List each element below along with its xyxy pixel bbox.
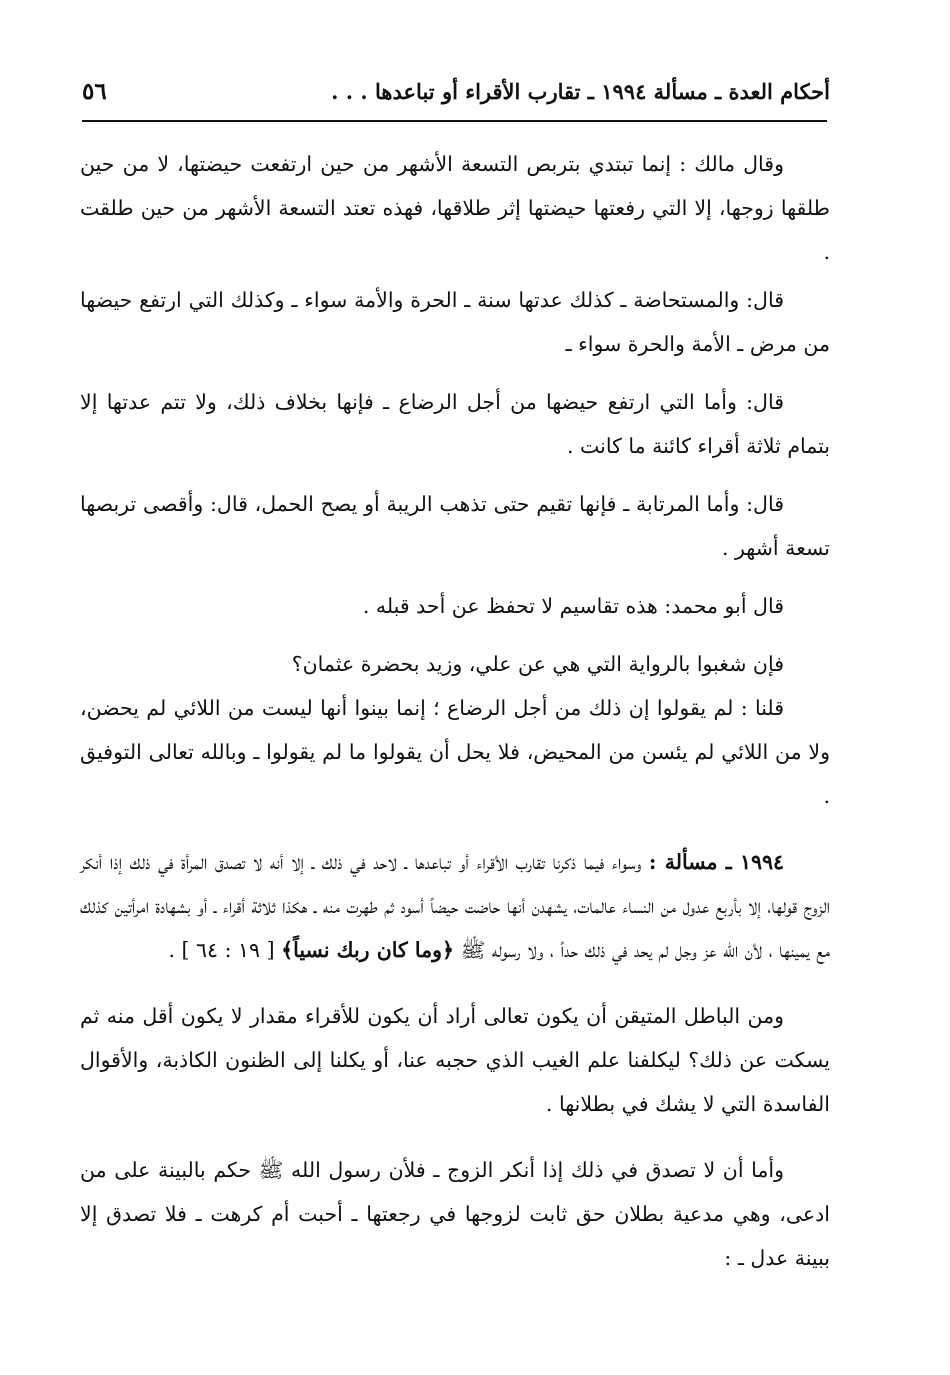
quran-quote: ﴿وما كان ربك نسياً﴾ [281,938,455,962]
masala-text: وسواء فيما ذكرنا تقارب الأقراء أو تباعدها ـ لاحد في ذلك ـ إلا أنه لا تصدق المرأة في ذلك إذا أنكر الزوج قولها، إلا بأربع عدول من النساء عالمات، يشهدن أنها حاضت حيضاً أسود ثم طهرت منه ـ هكذا ثلاثة أقراء ـ أو بشهادة امرأتين كذلك مع يمينها ، لأن الله عز وجل لم يحد في ذلك حداً ، ولا رسوله ﷺ [80,850,830,962]
masala-label: ١٩٩٤ ـ مسألة : [648,850,784,874]
paragraph-abu-muhammad: قال أبو محمد: هذه تقاسيم لا تحفظ عن أحد قبله . [362,594,784,618]
paragraph-masala-1994 [80,840,830,972]
quran-reference: [ ١٩ : ٦٤ ] . [168,938,275,962]
paragraph-mustahada: قال: والمستحاضة ـ كذلك عدتها سنة ـ الحرة والأمة سواء ـ وكذلك التي ارتفع حيضها من مرض ـ الأمة والحرة سواء ـ [80,288,830,356]
paragraph-response: قلنا : لم يقولوا إن ذلك من أجل الرضاع ؛ إنما بينوا أنها ليست من اللائي لم يحضن، ولا من اللائي لم يئسن من المحيض، فلا يحل أن يقولوا ما لم يقولوا ـ وبالله تعالى التوفيق . [80,696,830,808]
paragraph-rada: قال: وأما التي ارتفع حيضها من أجل الرضاع ـ فإنها بخلاف ذلك، ولا تتم عدتها إلا بتمام ثلاثة أقراء كائنة ما كانت . [80,390,830,458]
page-number: ٥٦ [82,77,107,105]
paragraph-murtaba: قال: وأما المرتابة ـ فإنها تقيم حتى تذهب الريبة أو يصح الحمل، قال: وأقصى تربصها تسعة أشهر . [80,492,830,560]
paragraph-malik: وقال مالك : إنما تبتدي بتربص التسعة الأشهر من حين ارتفعت حيضتها، لا من حين طلقها زوجها، إلا التي رفعتها حيضتها إثر طلاقها، فهذه تعتد التسعة الأشهر من حين طلقت . [80,152,830,264]
paragraph-batil: ومن الباطل المتيقن أن يكون تعالى أراد أن يكون للأقراء مقدار لا يكون أقل منه ثم يسكت عن ذلك؟ ليكلفنا علم الغيب الذي حجبه عنا، أو يكلنا إلى الظنون الكاذبة، والأقوال الفاسدة التي لا يشك في بطلانها . [80,1004,830,1116]
header-rule [82,120,827,122]
paragraph-objection: فإن شغبوا بالرواية التي هي عن علي، وزيد بحضرة عثمان؟ [291,652,784,676]
paragraph-bayyina: وأما أن لا تصدق في ذلك إذا أنكر الزوج ـ فلأن رسول الله ﷺ حكم بالبينة على من ادعى، وهي مدعية بطلان حق ثابت لزوجها في رجعتها ـ أحبت أم كرهت ـ فلا تصدق إلا ببينة عدل ـ : [80,1158,830,1270]
running-title: أحكام العدة ـ مسألة ١٩٩٤ ـ تقارب الأقراء أو تباعدها . . . [331,78,830,104]
page-body [80,142,830,1280]
page-header [82,74,830,108]
